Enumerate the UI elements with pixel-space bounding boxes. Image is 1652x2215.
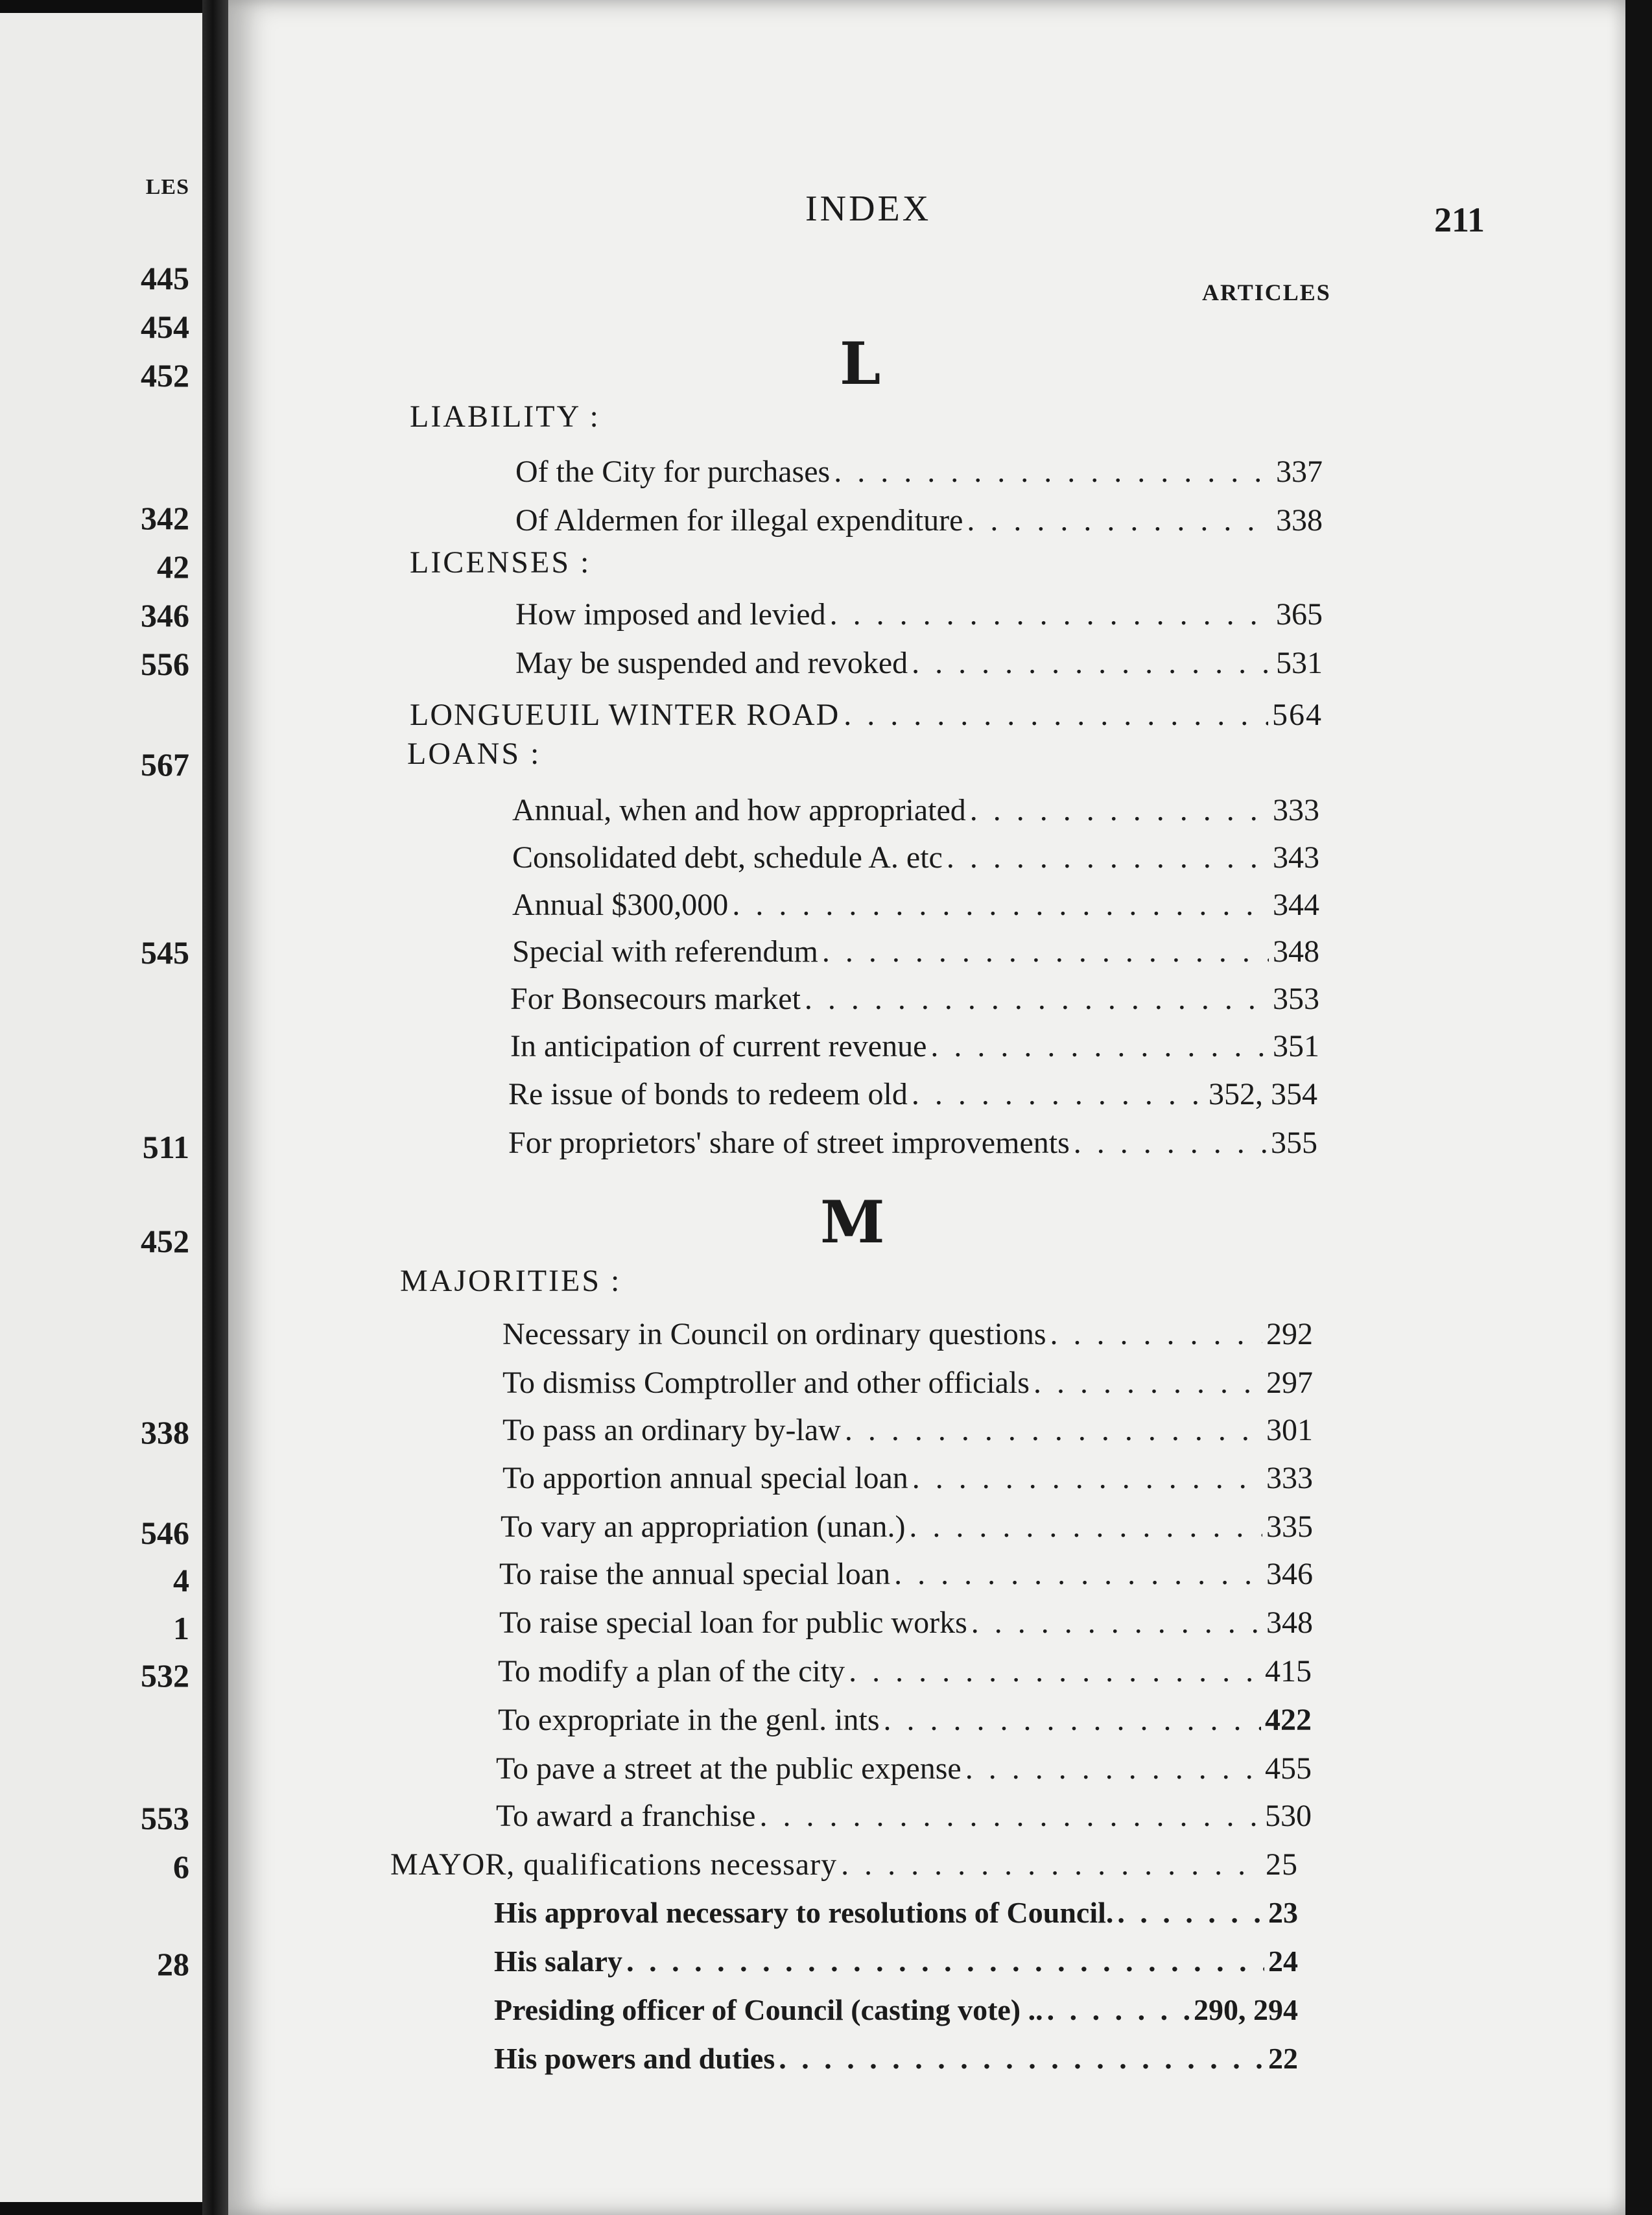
dot-leader — [830, 597, 1272, 632]
left-page-number: 545 — [141, 934, 189, 971]
running-title: INDEX — [805, 189, 932, 229]
dot-leader — [805, 981, 1269, 1017]
index-entry — [502, 1365, 1313, 1406]
dot-leader — [965, 1751, 1261, 1786]
dot-leader — [912, 1076, 1205, 1112]
dot-leader — [1033, 1365, 1262, 1401]
entry-article-ref: 352, 354 — [1209, 1077, 1317, 1111]
entry-article-ref: 333 — [1266, 1461, 1313, 1495]
entry-label: To vary an appropriation (unan.) — [501, 1510, 906, 1544]
entry-article-ref: 415 — [1265, 1654, 1312, 1688]
left-page-number: 452 — [141, 1223, 189, 1259]
left-page-number: 546 — [141, 1515, 189, 1551]
index-entry — [502, 1460, 1313, 1502]
index-entry — [494, 1944, 1298, 1985]
entry-article-ref: 346 — [1266, 1557, 1313, 1591]
entry-label: To pass an ordinary by-law — [502, 1413, 841, 1447]
entry-article-ref: 25 — [1266, 1847, 1298, 1882]
entry-article-ref: 343 — [1273, 840, 1319, 875]
index-entry — [410, 697, 1323, 739]
entry-label: Re issue of bonds to redeem old — [508, 1077, 908, 1111]
entry-label: To pave a street at the public expense — [496, 1751, 962, 1786]
articles-column-label: ARTICLES — [1202, 279, 1331, 305]
entry-label: Of the City for purchases — [515, 455, 831, 489]
index-entry — [515, 454, 1323, 495]
dot-leader — [930, 1028, 1269, 1064]
left-page-number: 532 — [141, 1657, 189, 1694]
entry-label: To expropriate in the genl. ints — [498, 1703, 880, 1737]
section-letter-l: L — [840, 329, 884, 398]
index-entry — [502, 1316, 1313, 1358]
dot-leader — [1047, 1993, 1190, 2027]
entry-article-ref: 338 — [1276, 503, 1323, 538]
index-entry — [512, 792, 1319, 834]
dot-leader — [1074, 1125, 1267, 1161]
entry-label: To award a franchise — [496, 1799, 756, 1833]
entry-article-ref: 530 — [1265, 1799, 1312, 1833]
entry-label: LONGUEUIL WINTER ROAD — [410, 698, 840, 732]
dot-leader — [1117, 1895, 1264, 1930]
left-page-number: 454 — [141, 309, 189, 345]
entry-label: Presiding officer of Council (casting vote) .. — [494, 1993, 1043, 2026]
dot-leader — [845, 1412, 1262, 1448]
dot-leader — [909, 1509, 1262, 1545]
entry-label: To apportion annual special loan — [502, 1461, 908, 1495]
index-entry — [494, 1993, 1298, 2034]
index-entry — [508, 1076, 1317, 1118]
dot-leader — [1050, 1316, 1263, 1352]
index-heading: LOANS : — [407, 737, 541, 771]
entry-label: Consolidated debt, schedule A. etc — [512, 840, 943, 875]
index-entry — [512, 840, 1319, 881]
left-page-number: 452 — [141, 357, 189, 394]
left-page-number: 445 — [141, 260, 189, 296]
entry-label: For Bonsecours market — [510, 982, 801, 1016]
entry-article-ref: 422 — [1265, 1703, 1312, 1737]
entry-article-ref: 333 — [1273, 793, 1319, 827]
entry-article-ref: 290, 294 — [1194, 1993, 1298, 2026]
index-entry — [390, 1847, 1298, 1888]
entry-label: His salary — [494, 1945, 623, 1978]
dot-leader — [822, 934, 1269, 969]
entry-label: To dismiss Comptroller and other officials — [502, 1366, 1030, 1400]
entry-label: Of Aldermen for illegal expenditure — [515, 503, 963, 538]
index-entry — [499, 1556, 1313, 1598]
entry-label: MAYOR, qualifications necessary — [390, 1847, 838, 1882]
dot-leader — [834, 454, 1272, 490]
dot-leader — [970, 792, 1269, 828]
book-gutter — [202, 0, 228, 2215]
entry-article-ref: 365 — [1276, 597, 1323, 632]
dot-leader — [912, 645, 1272, 681]
index-entry — [515, 645, 1323, 687]
entry-article-ref: 297 — [1266, 1366, 1313, 1400]
entry-article-ref: 348 — [1273, 934, 1319, 969]
index-entry — [499, 1605, 1313, 1646]
dot-leader — [971, 1605, 1262, 1641]
index-heading: MAJORITIES : — [400, 1264, 622, 1298]
entry-label: His approval necessary to resolutions of Council. — [494, 1896, 1114, 1929]
left-page-number: 553 — [141, 1800, 189, 1836]
index-entry — [512, 887, 1319, 929]
entry-label: In anticipation of current revenue — [510, 1029, 927, 1063]
entry-article-ref: 301 — [1266, 1413, 1313, 1447]
entry-article-ref: 531 — [1276, 646, 1323, 680]
dot-leader — [884, 1702, 1262, 1738]
dot-leader — [849, 1653, 1261, 1689]
entry-article-ref: 348 — [1266, 1605, 1313, 1640]
index-heading: LICENSES : — [410, 545, 591, 580]
page-number: 211 — [1434, 200, 1485, 239]
dot-leader — [894, 1556, 1262, 1592]
index-entry — [498, 1702, 1312, 1744]
entry-article-ref: 23 — [1268, 1896, 1298, 1929]
index-entry — [515, 503, 1323, 544]
section-letter-m: M — [820, 1188, 888, 1257]
index-entry — [510, 981, 1319, 1023]
entry-label: To modify a plan of the city — [498, 1654, 845, 1688]
dot-leader — [626, 1944, 1264, 1978]
index-entry — [510, 1028, 1319, 1070]
entry-label: His powers and duties — [494, 2042, 775, 2075]
left-page-number: 556 — [141, 646, 189, 682]
left-page-number: 338 — [141, 1414, 189, 1451]
index-entry — [502, 1412, 1313, 1454]
entry-label: Annual $300,000 — [512, 888, 729, 922]
dot-leader — [912, 1460, 1262, 1496]
left-page-number: 6 — [173, 1849, 189, 1885]
entry-label: For proprietors' share of street improvements — [508, 1126, 1070, 1160]
left-page — [0, 13, 202, 2202]
entry-article-ref: 344 — [1273, 888, 1319, 922]
dot-leader — [759, 1798, 1261, 1834]
entry-article-ref: 335 — [1266, 1510, 1313, 1544]
page-edge — [1625, 0, 1652, 2215]
left-page-number: 28 — [157, 1946, 189, 1982]
left-page-number: 4 — [173, 1562, 189, 1598]
dot-leader — [779, 2041, 1264, 2076]
left-page-number: 346 — [141, 597, 189, 634]
left-page-number: 511 — [142, 1129, 189, 1165]
left-page-number: 42 — [157, 549, 189, 585]
index-entry — [515, 597, 1323, 638]
entry-article-ref: 24 — [1268, 1945, 1298, 1978]
dot-leader — [967, 503, 1272, 538]
index-entry — [496, 1751, 1312, 1792]
left-page-header-fragment: LES — [145, 175, 189, 199]
entry-article-ref: 455 — [1265, 1751, 1312, 1786]
entry-label: To raise the annual special loan — [499, 1557, 891, 1591]
index-entry — [494, 1895, 1298, 1937]
entry-label: How imposed and levied — [515, 597, 826, 632]
entry-label: Annual, when and how appropriated — [512, 793, 966, 827]
index-entry — [494, 2041, 1298, 2083]
entry-label: Special with referendum — [512, 934, 818, 969]
entry-label: Necessary in Council on ordinary questions — [502, 1317, 1046, 1351]
index-entry — [498, 1653, 1312, 1695]
index-heading: LIABILITY : — [410, 399, 600, 434]
entry-article-ref: 564 — [1272, 698, 1323, 732]
entry-article-ref: 337 — [1276, 455, 1323, 489]
dot-leader — [844, 697, 1268, 733]
entry-article-ref: 351 — [1273, 1029, 1319, 1063]
entry-article-ref: 292 — [1266, 1317, 1313, 1351]
left-page-number: 342 — [141, 500, 189, 536]
dot-leader — [947, 840, 1269, 875]
index-entry — [496, 1798, 1312, 1840]
index-entry — [512, 934, 1319, 975]
left-page-number: 567 — [141, 746, 189, 783]
entry-label: To raise special loan for public works — [499, 1605, 967, 1640]
dot-leader — [841, 1847, 1262, 1882]
index-entry — [508, 1125, 1317, 1167]
entry-article-ref: 353 — [1273, 982, 1319, 1016]
entry-article-ref: 22 — [1268, 2042, 1298, 2075]
index-entry — [501, 1509, 1313, 1550]
entry-article-ref: 355 — [1271, 1126, 1317, 1160]
entry-label: May be suspended and revoked — [515, 646, 908, 680]
dot-leader — [732, 887, 1269, 923]
left-page-number: 1 — [173, 1610, 189, 1646]
